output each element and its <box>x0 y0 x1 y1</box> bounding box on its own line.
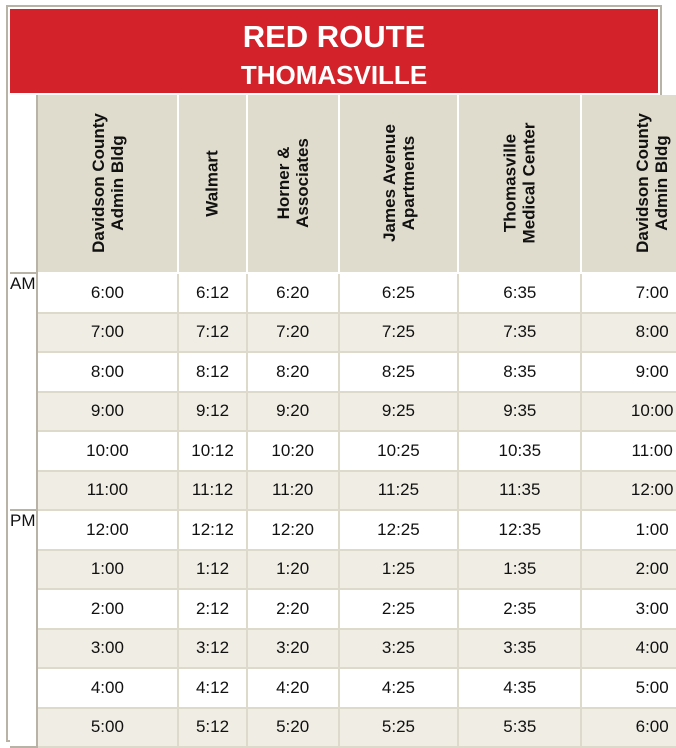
stop-header-6 <box>581 95 676 273</box>
time-cell: 6:25 <box>339 273 459 313</box>
time-cell: 7:00 <box>581 273 676 313</box>
time-cell: 3:00 <box>37 629 179 669</box>
time-cell: 3:35 <box>458 629 581 669</box>
time-cell: 1:00 <box>581 510 676 550</box>
table-row <box>10 589 676 629</box>
time-cell: 8:35 <box>458 352 581 392</box>
time-cell: 5:00 <box>581 668 676 708</box>
stop-header-3 <box>247 95 339 273</box>
header-corner <box>10 95 37 273</box>
stop-header-5 <box>458 95 581 273</box>
time-cell: 5:20 <box>247 708 339 748</box>
time-cell: 9:12 <box>178 392 246 432</box>
stop-name-line: Apartments <box>398 135 418 231</box>
time-cell: 7:35 <box>458 313 581 353</box>
time-cell: 12:35 <box>458 510 581 550</box>
time-cell: 5:25 <box>339 708 459 748</box>
table-row <box>10 313 676 353</box>
time-cell: 9:20 <box>247 392 339 432</box>
time-cell: 7:20 <box>247 313 339 353</box>
table-row <box>10 471 676 511</box>
time-cell: 7:12 <box>178 313 246 353</box>
schedule-table <box>10 95 676 748</box>
time-cell: 4:25 <box>339 668 459 708</box>
stop-name-line: Admin Bldg <box>652 135 672 231</box>
stop-header-row <box>10 95 676 273</box>
stop-name-line: Horner & <box>273 146 293 220</box>
time-cell: 6:35 <box>458 273 581 313</box>
time-cell: 10:25 <box>339 431 459 471</box>
time-cell: 4:35 <box>458 668 581 708</box>
time-cell: 11:00 <box>581 431 676 471</box>
stop-header-1 <box>37 95 179 273</box>
time-cell: 2:35 <box>458 589 581 629</box>
time-cell: 3:20 <box>247 629 339 669</box>
table-row <box>10 668 676 708</box>
time-cell: 5:00 <box>37 708 179 748</box>
time-cell: 2:00 <box>37 589 179 629</box>
time-cell: 9:00 <box>581 352 676 392</box>
stop-name <box>633 113 671 253</box>
time-cell: 12:00 <box>37 510 179 550</box>
table-row <box>10 352 676 392</box>
time-cell: 12:12 <box>178 510 246 550</box>
table-row <box>10 629 676 669</box>
stop-name <box>501 123 539 244</box>
stop-name-line: James Avenue <box>379 124 399 242</box>
table-row <box>10 550 676 590</box>
stop-name <box>88 113 126 253</box>
time-cell: 4:00 <box>37 668 179 708</box>
stop-name-line: Davidson County <box>633 113 653 253</box>
stop-name-line: Medical Center <box>519 122 539 244</box>
time-cell: 11:25 <box>339 471 459 511</box>
time-cell: 11:20 <box>247 471 339 511</box>
stop-name-line: Admin Bldg <box>107 135 127 231</box>
stop-header-4 <box>339 95 459 273</box>
time-cell: 3:00 <box>581 589 676 629</box>
time-cell: 8:00 <box>37 352 179 392</box>
time-cell: 10:20 <box>247 431 339 471</box>
time-cell: 12:00 <box>581 471 676 511</box>
stop-name <box>203 150 222 216</box>
time-cell: 2:20 <box>247 589 339 629</box>
stop-name-line: Thomasville <box>500 133 520 233</box>
time-cell: 5:35 <box>458 708 581 748</box>
stop-name-line: Associates <box>292 138 312 228</box>
route-subtitle: THOMASVILLE <box>240 60 428 90</box>
time-cell: 8:12 <box>178 352 246 392</box>
time-cell: 6:20 <box>247 273 339 313</box>
time-cell: 6:00 <box>37 273 179 313</box>
time-cell: 7:25 <box>339 313 459 353</box>
time-cell: 1:35 <box>458 550 581 590</box>
time-cell: 10:00 <box>37 431 179 471</box>
time-cell: 8:25 <box>339 352 459 392</box>
route-title: RED ROUTE <box>242 19 426 54</box>
table-row <box>10 708 676 748</box>
schedule-frame <box>6 5 674 742</box>
time-cell: 4:00 <box>581 629 676 669</box>
time-cell: 2:25 <box>339 589 459 629</box>
stop-header-2 <box>178 95 246 273</box>
time-cell: 3:25 <box>339 629 459 669</box>
table-row <box>10 392 676 432</box>
stop-name <box>274 138 312 228</box>
time-cell: 10:35 <box>458 431 581 471</box>
time-cell: 3:12 <box>178 629 246 669</box>
period-label-pm: PM <box>10 510 37 747</box>
table-row <box>10 273 676 313</box>
time-cell: 11:00 <box>37 471 179 511</box>
route-banner <box>10 9 658 93</box>
period-label-am: AM <box>10 273 37 510</box>
stop-name <box>379 124 417 242</box>
time-cell: 9:25 <box>339 392 459 432</box>
time-cell: 1:25 <box>339 550 459 590</box>
stop-name-line: Walmart <box>203 149 223 217</box>
time-cell: 10:12 <box>178 431 246 471</box>
time-cell: 11:12 <box>178 471 246 511</box>
time-cell: 10:00 <box>581 392 676 432</box>
table-row <box>10 510 676 550</box>
table-row <box>10 431 676 471</box>
time-cell: 1:00 <box>37 550 179 590</box>
time-cell: 5:12 <box>178 708 246 748</box>
time-cell: 2:12 <box>178 589 246 629</box>
time-cell: 8:00 <box>581 313 676 353</box>
time-cell: 6:12 <box>178 273 246 313</box>
time-cell: 2:00 <box>581 550 676 590</box>
time-cell: 8:20 <box>247 352 339 392</box>
time-cell: 11:35 <box>458 471 581 511</box>
stop-name-line: Davidson County <box>88 113 108 253</box>
time-cell: 1:20 <box>247 550 339 590</box>
time-cell: 4:12 <box>178 668 246 708</box>
time-cell: 7:00 <box>37 313 179 353</box>
time-cell: 1:12 <box>178 550 246 590</box>
time-cell: 6:00 <box>581 708 676 748</box>
time-cell: 9:00 <box>37 392 179 432</box>
time-cell: 9:35 <box>458 392 581 432</box>
time-cell: 12:20 <box>247 510 339 550</box>
time-cell: 4:20 <box>247 668 339 708</box>
time-cell: 12:25 <box>339 510 459 550</box>
